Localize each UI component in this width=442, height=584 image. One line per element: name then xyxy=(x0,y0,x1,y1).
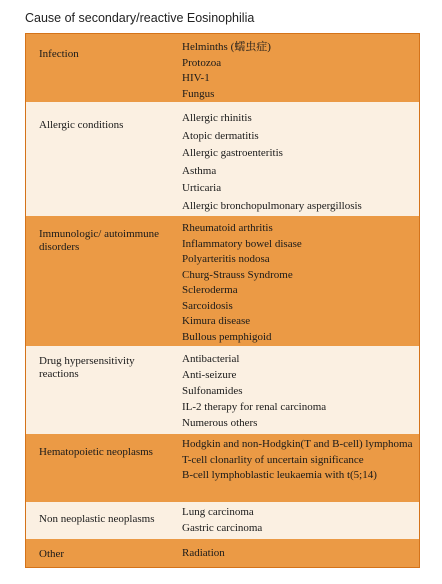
category-cell: Infection xyxy=(39,48,79,60)
table-row-hematopoietic xyxy=(26,434,419,502)
eosinophilia-causes-table xyxy=(25,33,420,568)
causes-list xyxy=(182,502,419,539)
list-item: Anti-seizure xyxy=(182,369,237,381)
category-cell: Immunologic/ autoimmune disorders xyxy=(39,228,160,253)
list-item: T-cell clonarlity of uncertain significance xyxy=(182,453,364,466)
list-item: Churg-Strauss Syndrome xyxy=(182,268,293,281)
list-item: Allergic gastroenteritis xyxy=(182,147,283,159)
table-row-other xyxy=(26,539,419,567)
list-item: Rheumatoid arthritis xyxy=(182,222,273,234)
list-item: Atopic dermatitis xyxy=(182,129,259,142)
table-row-non-neoplastic xyxy=(26,502,419,539)
list-item: Helminths (蠕虫症) xyxy=(182,41,271,53)
table-row-immunologic xyxy=(26,216,419,346)
list-item: Polyarteritis nodosa xyxy=(182,253,270,265)
list-item: Scleroderma xyxy=(182,284,238,296)
list-item: Sarcoidosis xyxy=(182,299,233,312)
table-row-infection xyxy=(26,34,419,102)
list-item: Radiation xyxy=(182,547,225,559)
list-item: Asthma xyxy=(182,164,217,177)
category-cell: Other xyxy=(39,548,65,560)
category-cell: Hematopoietic neoplasms xyxy=(39,446,153,458)
list-item: Protozoa xyxy=(182,56,222,69)
causes-list xyxy=(182,539,419,567)
list-item: Bullous pemphigoid xyxy=(182,330,272,343)
list-item: Hodgkin and non-Hodgkin(T and B-cell) lymphoma xyxy=(182,438,413,450)
list-item: Allergic rhinitis xyxy=(182,112,252,124)
category-cell: Drug hypersensitivity reactions xyxy=(39,355,135,380)
list-item: HIV-1 xyxy=(182,72,210,84)
list-item: Fungus xyxy=(182,87,215,100)
list-item: Numerous others xyxy=(182,417,258,429)
list-item: Urticaria xyxy=(182,182,222,194)
causes-list xyxy=(182,102,419,216)
category-cell: Allergic conditions xyxy=(39,119,124,131)
table-row-allergic xyxy=(26,102,419,216)
list-item: IL-2 therapy for renal carcinoma xyxy=(182,401,327,413)
category-cell: Non neoplastic neoplasms xyxy=(39,513,155,525)
page-title: Cause of secondary/reactive Eosinophilia xyxy=(25,11,255,25)
table-row-drug xyxy=(26,346,419,434)
causes-list xyxy=(182,216,419,346)
list-item: Gastric carcinoma xyxy=(182,521,263,534)
list-item: Lung carcinoma xyxy=(182,506,254,518)
causes-list xyxy=(182,34,419,102)
list-item: Allergic bronchopulmonary aspergillosis xyxy=(182,199,362,212)
list-item: Inflammatory bowel disase xyxy=(182,237,302,250)
list-item: Sulfonamides xyxy=(182,385,243,397)
list-item: Antibacterial xyxy=(182,353,240,365)
list-item: Kimura disease xyxy=(182,315,251,327)
causes-list xyxy=(182,434,419,502)
causes-list xyxy=(182,346,419,434)
list-item: B-cell lymphoblastic leukaemia with t(5;14) xyxy=(182,469,377,481)
